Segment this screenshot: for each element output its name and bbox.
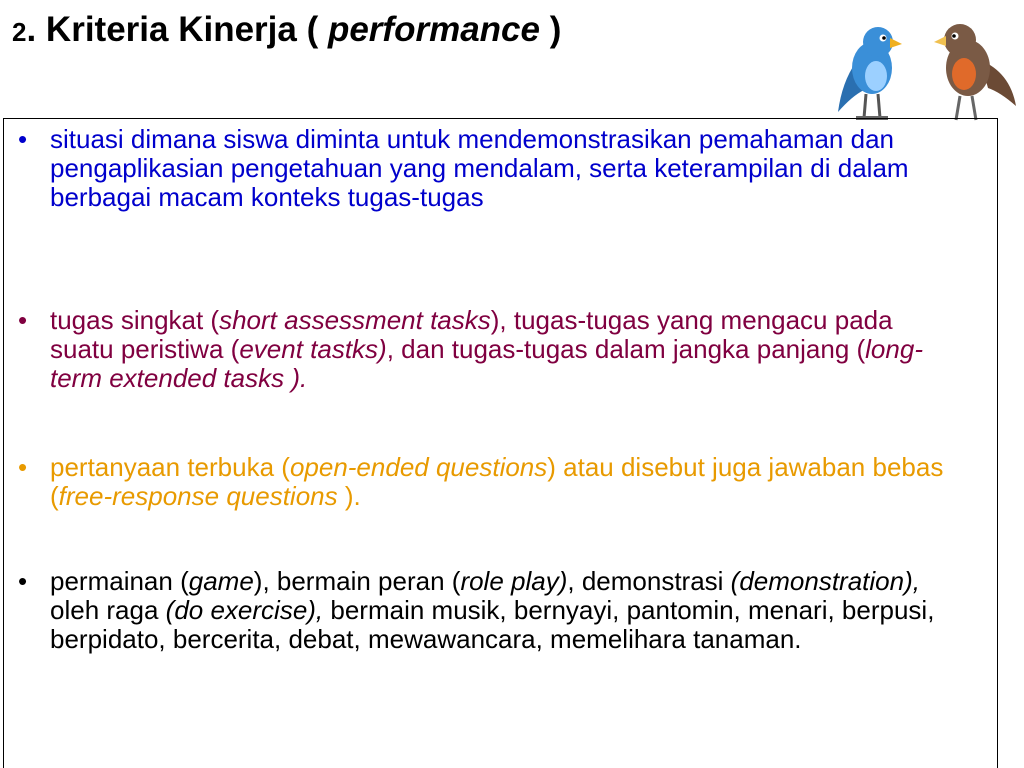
- bullet-text: pertanyaan terbuka (open-ended questions) atau disebut juga jawaban bebas (free-response questions ).: [50, 452, 944, 511]
- brown-bird-icon: [934, 24, 1016, 120]
- bullet-dot: •: [18, 305, 28, 335]
- title-number: 2: [12, 17, 27, 47]
- bullet-dot: •: [18, 566, 28, 596]
- bullet-dot: •: [18, 452, 28, 482]
- blue-bird-icon: [838, 27, 902, 118]
- title-close: ): [539, 10, 562, 49]
- birds-illustration: [834, 10, 1024, 128]
- bullet-text: situasi dimana siswa diminta untuk mendemonstrasikan pemahaman dan pengaplikasian pengetahuan yang mendalam, serta keterampilan di dalam berbagai macam konteks tugas-tugas: [50, 124, 909, 212]
- bullet-dot: •: [18, 124, 28, 154]
- title-text: . Kriteria Kinerja (: [26, 10, 328, 49]
- bullet-text: permainan (game), bermain peran (role play), demonstrasi (demonstration), oleh raga (do exercise), bermain musik, bernyayi, pantomin, menari, berpusi, berpidato, bercerita, debat, mewawancara, memelihara tanaman.: [50, 566, 935, 654]
- slide-title: [12, 10, 561, 50]
- bullet-text: tugas singkat (short assessment tasks), tugas-tugas yang mengacu pada suatu peristiwa (event tastks), dan tugas-tugas dalam jangka panjang (long-term extended tasks ).: [50, 305, 923, 393]
- content-box: [3, 118, 998, 768]
- title-english-term: performance: [327, 10, 540, 49]
